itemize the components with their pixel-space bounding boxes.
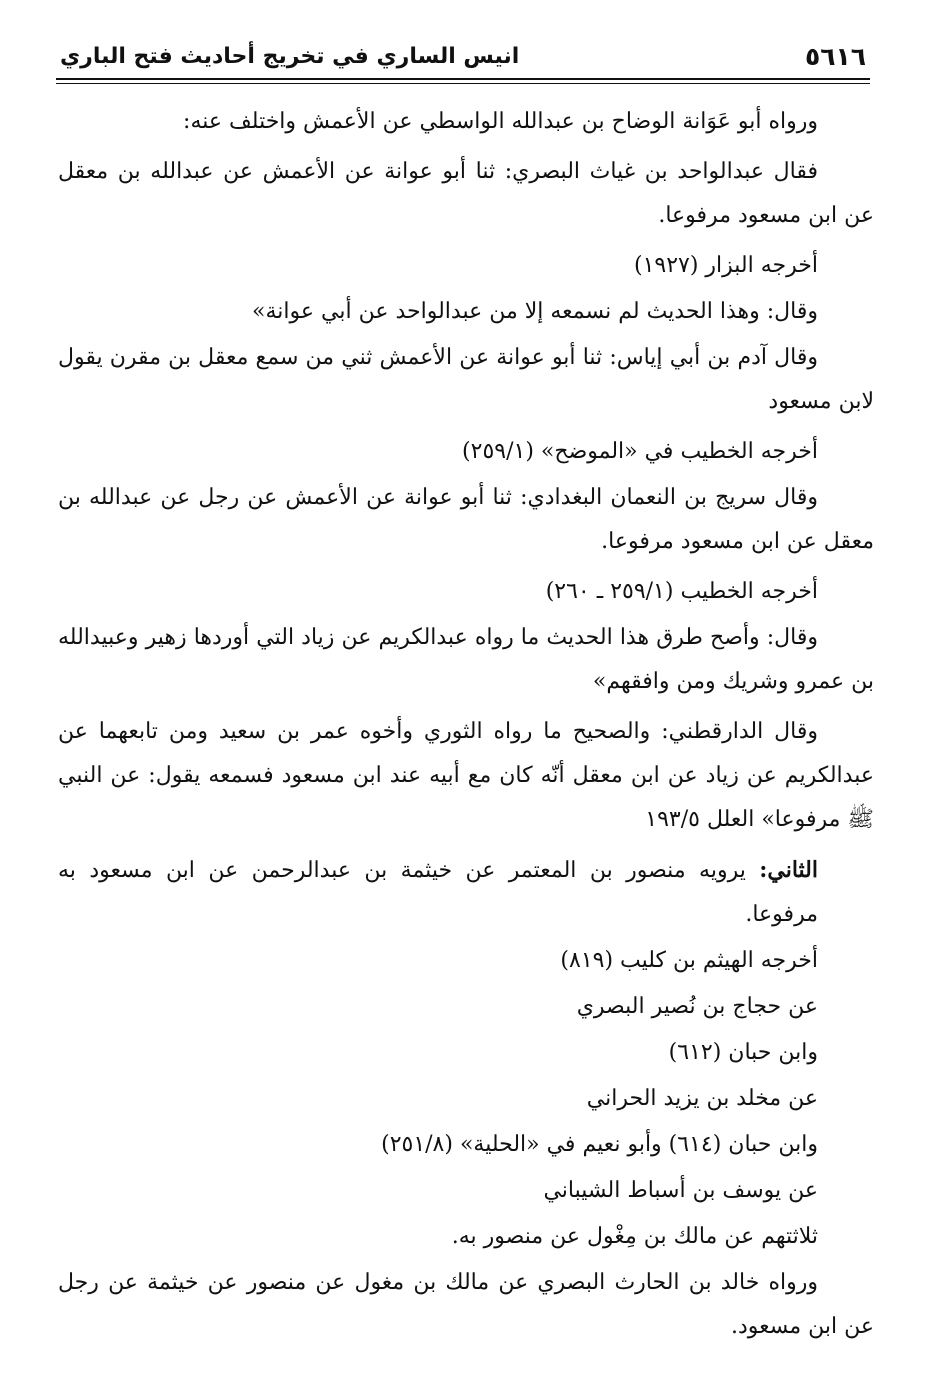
paragraph [58, 1077, 874, 1121]
paragraph [58, 1123, 874, 1167]
paragraph-text: ثلاثتهم عن مالك بن مِغْول عن منصور به. [451, 1224, 818, 1249]
paragraph [58, 985, 874, 1029]
paragraph-text: أخرجه البزار (١٩٢٧) [633, 253, 818, 278]
paragraph [58, 1215, 874, 1259]
paragraph [58, 1261, 874, 1349]
paragraph-text: أخرجه الخطيب (٢٥٩/١ ـ ٢٦٠) [545, 579, 818, 604]
section-label: الثاني: [759, 857, 818, 883]
paragraph [58, 100, 874, 144]
paragraph [58, 476, 874, 564]
paragraph [58, 1031, 874, 1075]
paragraph-text: ورواه أبو عَوَانة الوضاح بن عبدالله الواسطي عن الأعمش واختلف عنه: [183, 109, 818, 134]
paragraph-text: أخرجه الخطيب في «الموضح» (٢٥٩/١) [462, 439, 818, 464]
paragraph-text: وقال: وهذا الحديث لم نسمعه إلا من عبدالواحد عن أبي عوانة» [252, 299, 818, 324]
paragraph-text: ورواه خالد بن الحارث البصري عن مالك بن مغول عن منصور عن خيثمة عن رجل عن ابن مسعود. [58, 1270, 874, 1339]
page-number: ٥٦١٦ [804, 42, 866, 71]
paragraph-text: وابن حبان (٦١٤) وأبو نعيم في «الحلية» (٢٥١/٨) [381, 1132, 818, 1157]
paragraph [58, 710, 874, 842]
paragraph-text: وقال آدم بن أبي إياس: ثنا أبو عوانة عن الأعمش ثني من سمع معقل بن مقرن يقول لابن مسعود [58, 345, 874, 414]
book-title: انيس الساري في تخريج أحاديث فتح الباري [60, 44, 520, 69]
paragraph-text: وقال سريج بن النعمان البغدادي: ثنا أبو عوانة عن الأعمش عن رجل عن عبدالله بن معقل عن ابن مسعود مرفوعا. [58, 485, 874, 554]
paragraph [58, 244, 874, 288]
paragraph-text: عن يوسف بن أسباط الشيباني [543, 1178, 818, 1203]
paragraph-text: يرويه منصور بن المعتمر عن خيثمة بن عبدالرحمن عن ابن مسعود به مرفوعا. [58, 858, 818, 927]
page-header [56, 36, 870, 80]
page-body [58, 100, 874, 1355]
paragraph-text: وابن حبان (٦١٢) [668, 1040, 818, 1065]
paragraph-text: فقال عبدالواحد بن غياث البصري: ثنا أبو عوانة عن الأعمش عن عبدالله بن معقل عن ابن مسعود مرفوعا. [58, 159, 874, 228]
paragraph [58, 848, 874, 937]
paragraph-text: وقال الدارقطني: والصحيح ما رواه الثوري وأخوه عمر بن سعيد ومن تابعهما عن عبدالكريم عن زياد عن ابن معقل أنّه كان مع أبيه عند ابن مسعود فسمعه يقول: عن النبي ﷺ مرفوعا» العلل ١٩٣/٥ [58, 719, 874, 832]
paragraph [58, 150, 874, 238]
paragraph [58, 616, 874, 704]
paragraph-text: عن حجاج بن نُصير البصري [576, 994, 818, 1019]
paragraph-text: عن مخلد بن يزيد الحراني [586, 1086, 818, 1111]
paragraph [58, 336, 874, 424]
paragraph-text: وقال: وأصح طرق هذا الحديث ما رواه عبدالكريم عن زياد التي أوردها زهير وعبيدالله بن عمرو وشريك ومن وافقهم» [58, 625, 874, 694]
paragraph [58, 939, 874, 983]
paragraph [58, 290, 874, 334]
paragraph [58, 570, 874, 614]
paragraph-text: أخرجه الهيثم بن كليب (٨١٩) [560, 948, 818, 973]
paragraph [58, 1169, 874, 1213]
paragraph [58, 430, 874, 474]
